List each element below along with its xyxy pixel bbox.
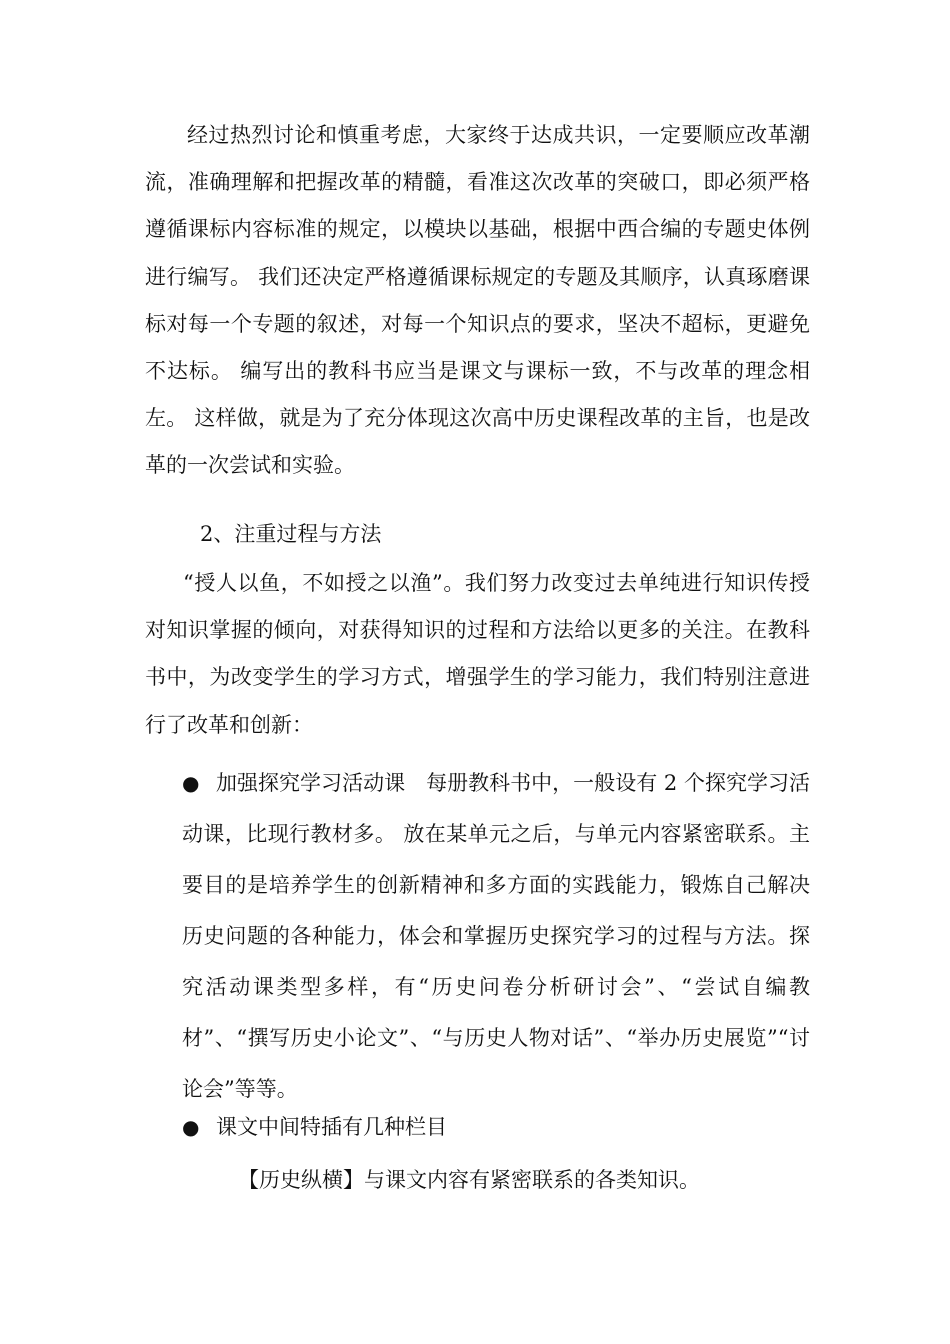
section-heading-process-method: 2、注重过程与方法 [200,522,382,546]
body-paragraph-consensus: 经过热烈讨论和慎重考虑，大家终于达成共识，一定要顺应改革潮流，准确理解和把握改革的精髓，看准这次改革的突破口，即必须严格遵循课标内容标准的规定，以模块以基础，根据中西合编的专题史体例进行编写。 我们还决定严格遵循课标规定的专题及其顺序，认真琢磨课标对每一个专题的叙述，对每一个知识点的要求，坚决不超标，更避免不达标。 编写出的教科书应当是课文与课标一致，不与改革的理念相左。 这样做，就是为了充分体现这次高中历史课程改革的主旨，也是改革的一次尝试和实验。 [145,123,810,478]
bullet-item-inquiry-activity [182,758,810,1115]
bullet-dot-icon: ● [182,1115,200,1139]
body-paragraph-teaching-fishing: “授人以鱼，不如授之以渔”。我们努力改变过去单纯进行知识传授对知识掌握的倾向，对获得知识的过程和方法给以更多的关注。在教科书中，为改变学生的学习方式，增强学生的学习能力，我们特别注意进行了改革和创新： [145,571,810,737]
bullet-item-columns [182,1107,810,1147]
bullet-item-text: 加强探究学习活动课 每册教科书中，一般设有 2 个探究学习活动课，比现行教材多。 放在某单元之后，与单元内容紧密联系。主要目的是培养学生的创新精神和多方面的实践能力，锻炼自己解决历史问题的各种能力，体会和掌握历史探究学习的过程与方法。探究活动课类型多样，有“历史问卷分析研讨会”、“尝试自编教材”、“撰写历史小论文”、“与历史人物对话”、“举办历史展览”“讨论会”等等。 [182,771,810,1101]
sub-item-history-panorama: 【历史纵横】与课文内容有紧密联系的各类知识。 [238,1168,700,1192]
bullet-dot-icon: ● [182,771,200,795]
bullet-item-text: 课文中间特插有几种栏目 [216,1115,447,1139]
